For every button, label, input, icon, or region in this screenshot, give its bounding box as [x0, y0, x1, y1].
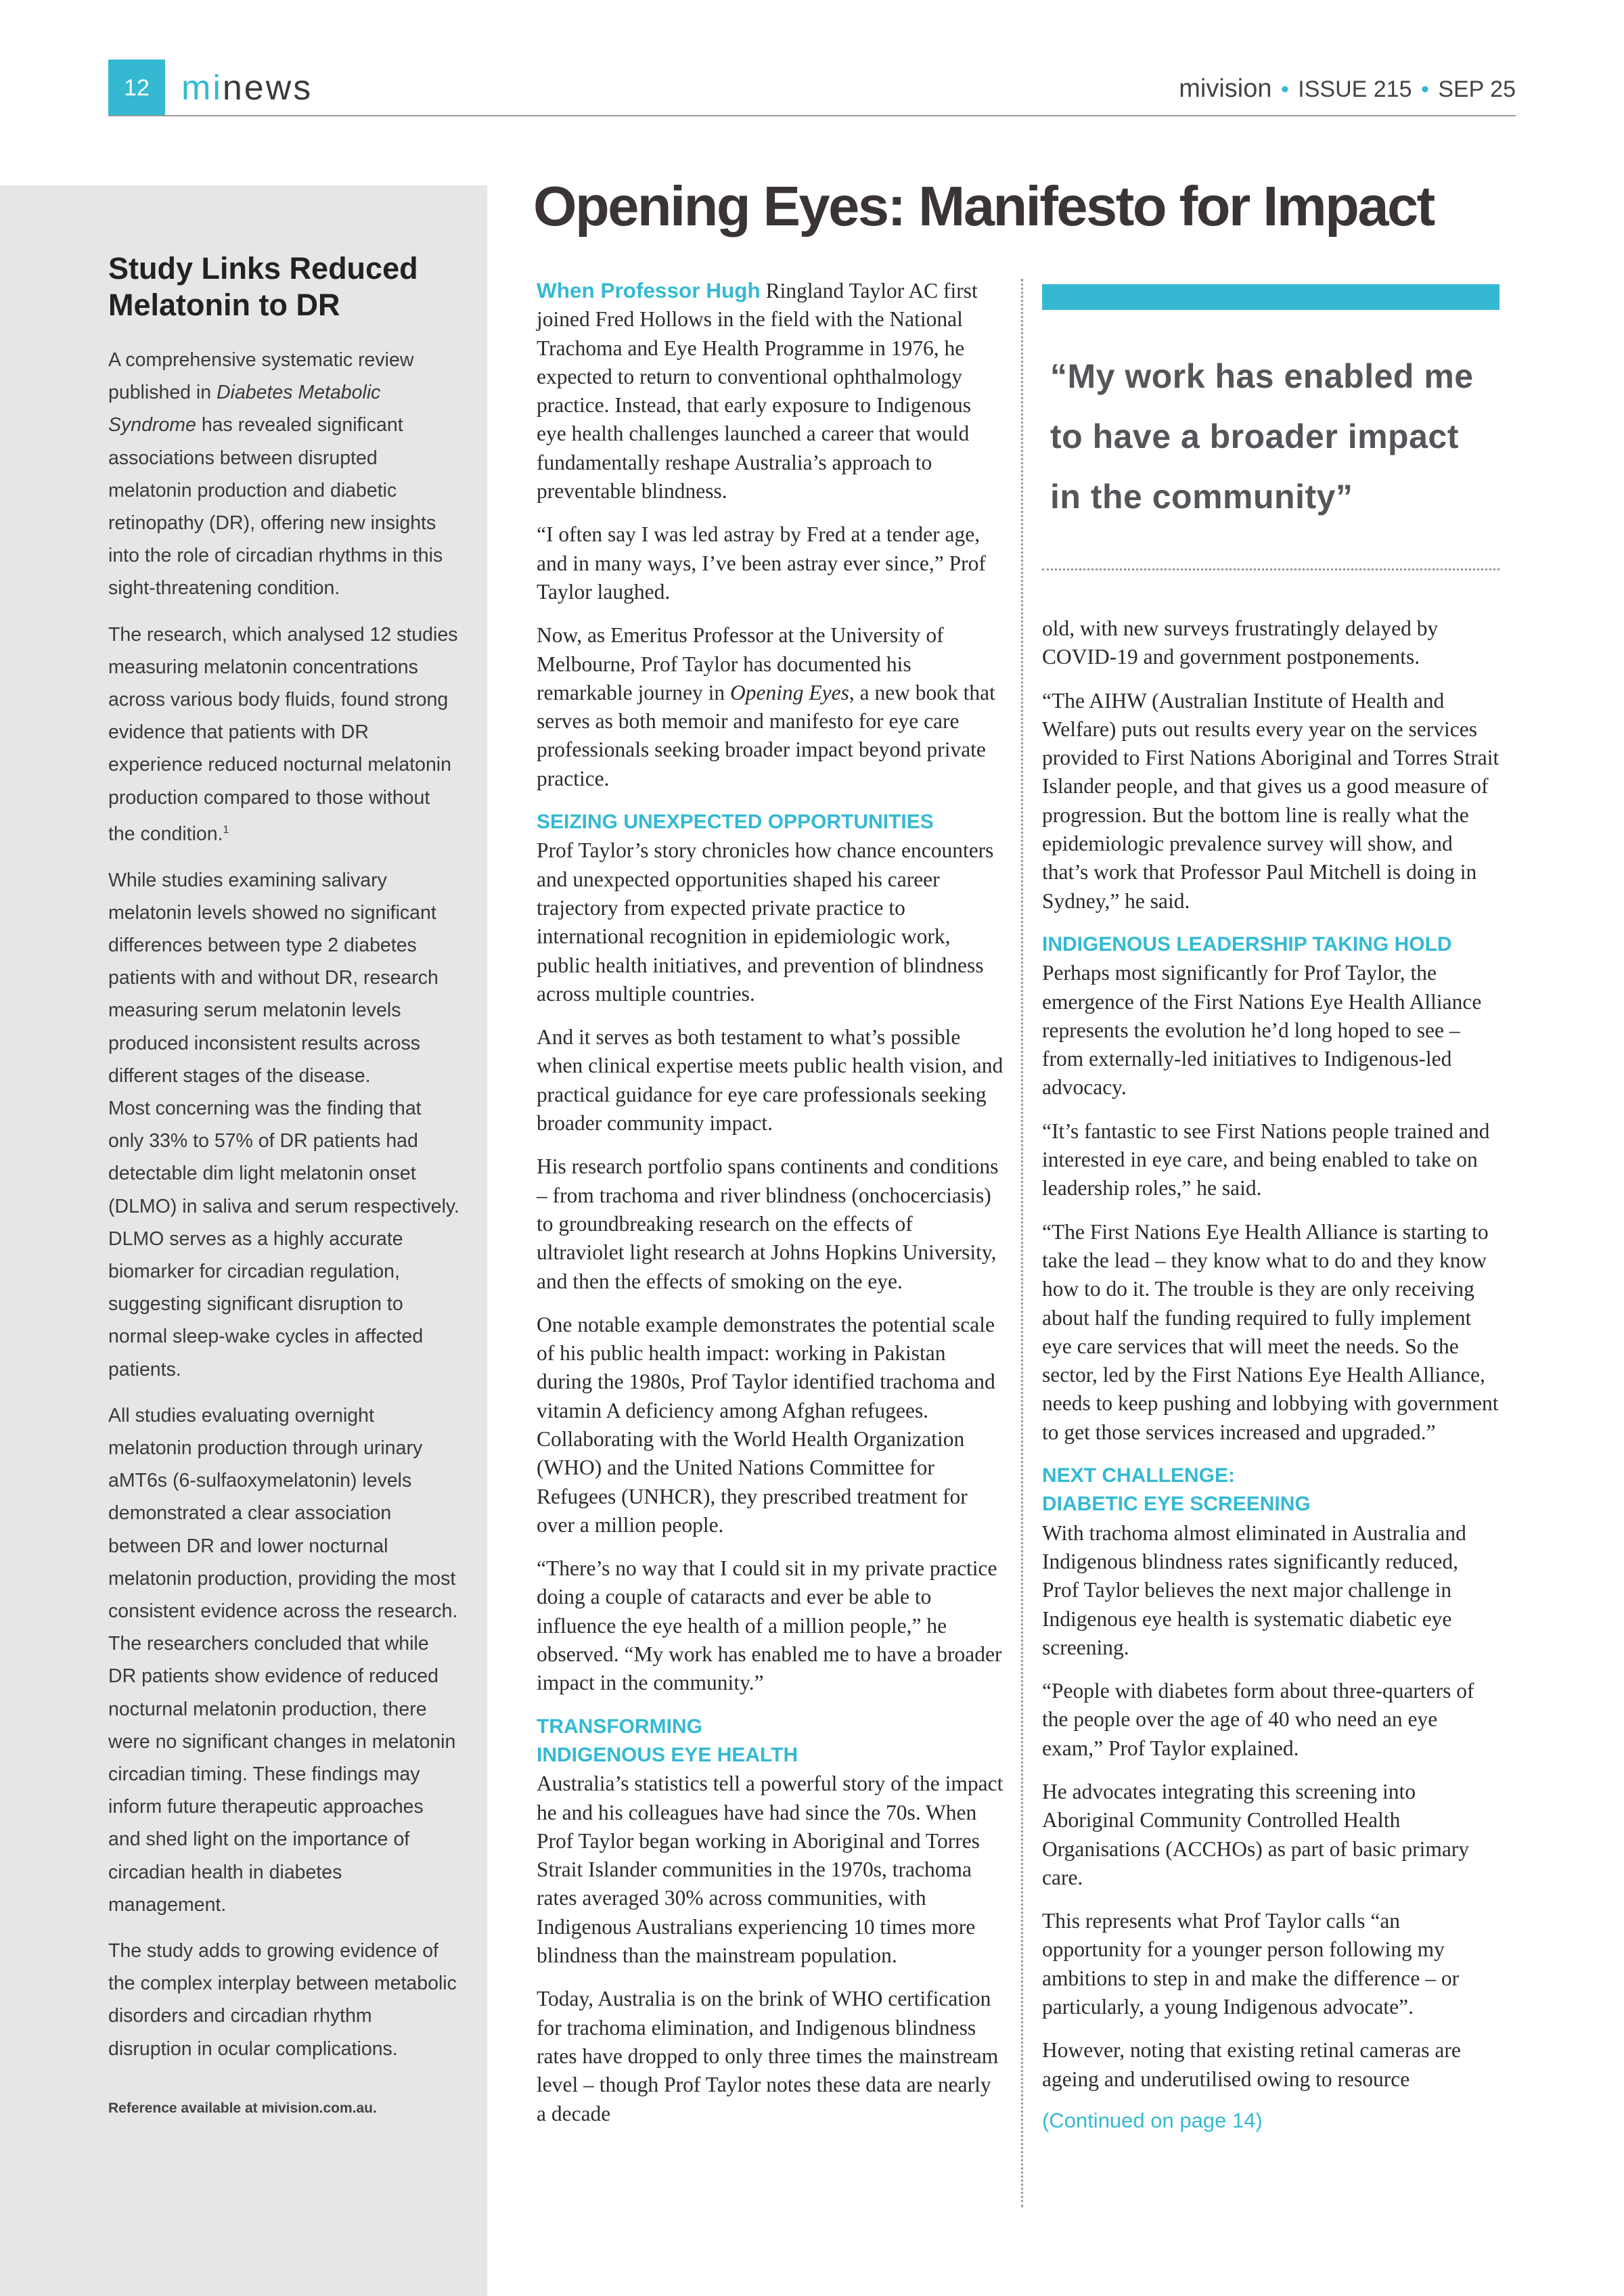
subheading-line: DIABETIC EYE SCREENING — [1042, 1493, 1311, 1516]
sidebar-content — [108, 250, 460, 2117]
article-text: Ringland Taylor AC first joined Fred Hollows in the field with the National Trachoma and Eye Health Programme in 1976, he expected to return to conventional ophthalmology practice. Instead, that early exposure to Indigenous eye health challenges launched a career that would fundamentally reshape Australia’s approach to preventable blindness. — [537, 279, 978, 503]
article-paragraph: “It’s fantastic to see First Nations people trained and interested in eye care, and being enabled to take on leadership roles,” he said. — [1042, 1119, 1490, 1200]
article-paragraph: Prof Taylor’s story chronicles how chance encounters and unexpected opportunities shaped his career trajectory from expected private practice to international recognition in epidemiologic work, public health initiatives, and prevention of blindness across multiple countries. — [537, 838, 994, 1006]
article-paragraph: “The First Nations Eye Health Alliance is starting to take the lead – they know what to do and they know how to do it. The trouble is they are only receiving about half the funding required to fully implement eye care services that will meet the needs. So the sector, led by the First Nations Eye Health Alliance, needs to keep pushing and lobbying with government to get those services increased and upgraded.” — [1042, 1219, 1499, 1444]
article-paragraph: old, with new surveys frustratingly delayed by COVID-19 and government postponements. — [1042, 616, 1439, 669]
article-paragraph: With trachoma almost eliminated in Australia and Indigenous blindness rates significantly reduced, Prof Taylor believes the next major challenge in Indigenous eye health is systematic diabetic eye screening. — [1042, 1521, 1466, 1659]
sidebar-paragraph — [108, 344, 460, 605]
book-title: Opening Eyes — [730, 680, 849, 704]
article-column-left — [537, 276, 1003, 2143]
sidebar-text: A comprehensive systematic review published in — [108, 349, 414, 404]
article-paragraph: “There’s no way that I could sit in my private practice doing a couple of cataracts and ever be able to influence the eye health of a million people,” he observed. “My work has enabled me to have a broader impact in the community.” — [537, 1556, 1002, 1695]
section-logo-prefix: mi — [181, 68, 223, 108]
subheading: INDIGENOUS LEADERSHIP TAKING HOLD — [1042, 932, 1452, 955]
article-paragraph: “I often say I was led astray by Fred at a tender age, and in many ways, I’ve been astray ever since,” Prof Taylor laughed. — [537, 522, 986, 604]
article-paragraph: “The AIHW (Australian Institute of Health and Welfare) puts out results every year on the services provided to First Nations Aboriginal and Torres Strait Islander people, and that gives us a good measure of progression. But the bottom line is really what the epidemiologic prevalence survey will show, and that’s work that Professor Paul Mitchell is doing in Sydney,” he said. — [1042, 688, 1499, 913]
article-paragraph: Perhaps most significantly for Prof Taylor, the emergence of the First Nations Eye Health Alliance represents the evolution he’d long hoped to see – from externally-led initiatives to Indigenous-led advocacy. — [1042, 961, 1482, 1100]
header-rule — [108, 115, 1516, 116]
article-paragraph — [537, 276, 1003, 505]
article-text: Now, as Emeritus Professor at the University of Melbourne, Prof Taylor has documented his remarkable journey in — [537, 623, 944, 704]
section-logo — [181, 62, 313, 114]
issue-info — [1179, 74, 1516, 104]
article-text: , a new book that serves as both memoir and manifesto for eye care professionals seeking broader impact beyond private practice. — [537, 680, 995, 790]
footnote-marker: 1 — [223, 824, 229, 836]
sidebar-paragraph: Most concerning was the finding that only 33% to 57% of DR patients had detectable dim light melatonin onset (DLMO) in saliva and serum respectively. DLMO serves as a highly accurate biomarker for circadian regulation, suggesting significant disruption to normal sleep-wake cycles in affected patients. — [108, 1097, 459, 1380]
magazine-brand: mivision — [1179, 74, 1272, 103]
article-column-right — [1042, 614, 1499, 2133]
separator-dot: • — [1280, 76, 1289, 102]
pull-quote — [1042, 284, 1499, 570]
article-paragraph: Australia’s statistics tell a powerful story of the impact he and his colleagues have had since the 70s. When Prof Taylor began working in Aboriginal and Torres Strait Islander communities in the 1970s, trachoma rates averaged 30% across communities, with Indigenous Australians experiencing 10 times more blindness than the mainstream population. — [537, 1772, 1003, 1968]
sidebar-paragraph: The study adds to growing evidence of the complex interplay between metabolic disorders and circadian rhythm disruption in ocular complications. — [108, 1940, 457, 2060]
sidebar-reference: Reference available at mivision.com.au. — [108, 2100, 377, 2116]
page-number: 12 — [108, 60, 165, 116]
issue-number: ISSUE 215 — [1298, 76, 1412, 102]
sidebar-title: Study Links Reduced Melatonin to DR — [108, 251, 418, 322]
pull-quote-bar — [1042, 284, 1499, 310]
continued-link[interactable]: (Continued on page 14) — [1042, 2108, 1263, 2132]
subheading: SEIZING UNEXPECTED OPPORTUNITIES — [537, 811, 934, 834]
subheading-line: NEXT CHALLENGE: — [1042, 1464, 1235, 1487]
article-paragraph: However, noting that existing retinal cameras are ageing and underutilised owing to resource — [1042, 2038, 1461, 2091]
subheading-line: TRANSFORMING — [537, 1715, 702, 1738]
sidebar-text: has revealed significant associations between disrupted melatonin production and diabetic retinopathy (DR), offering new insights into the role of circadian rhythms in this sight-threatening condition. — [108, 414, 443, 600]
issue-date: SEP 25 — [1438, 76, 1516, 102]
article-paragraph: One notable example demonstrates the potential scale of his public health impact: working in Pakistan during the 1980s, Prof Taylor identified trachoma and vitamin A deficiency among Afghan refugees. Collaborating with the World Health Organization (WHO) and the United Nations Committee for Refugees (UNHCR), they prescribed treatment for over a million people. — [537, 1312, 995, 1537]
article-paragraph: His research portfolio spans continents and conditions – from trachoma and river blindness (onchocerciasis) to groundbreaking research on the effects of ultraviolet light research at Johns Hopkins University, and then the effects of smoking on the eye. — [537, 1154, 999, 1293]
subheading — [537, 1713, 1003, 1770]
pull-quote-rule — [1042, 568, 1499, 570]
article-paragraph: This represents what Prof Taylor calls “an opportunity for a younger person following my ambitions to step in and make the difference – or particularly, a young Indigenous advocate”. — [1042, 1909, 1460, 2019]
article-paragraph: And it serves as both testament to what’s possible when clinical expertise meets public health vision, and practical guidance for eye care professionals seeking broader community impact. — [537, 1025, 1003, 1135]
sidebar-paragraph — [108, 618, 460, 851]
article-headline: Opening Eyes: Manifesto for Impact — [533, 175, 1434, 238]
sidebar-news-brief — [0, 185, 487, 2296]
pull-quote-text: “My work has enabled me to have a broader impact in the community” — [1050, 357, 1474, 516]
lead-in: When Professor Hugh — [537, 278, 761, 302]
section-logo-suffix: news — [222, 68, 313, 108]
sidebar-paragraph: All studies evaluating overnight melatonin production through urinary aMT6s (6-sulfaoxymelatonin) levels demonstrated a clear association between DR and lower nocturnal melatonin production, providing the most consistent evidence across the research. The researchers concluded that while DR patients show evidence of reduced nocturnal melatonin production, there were no significant changes in melatonin circadian timing. These findings may inform future therapeutic approaches and shed light on the importance of circadian health in diabetes management. — [108, 1404, 458, 1916]
subheading-line: INDIGENOUS EYE HEALTH — [537, 1743, 798, 1766]
subheading — [1042, 1462, 1499, 1519]
article-paragraph: Today, Australia is on the brink of WHO certification for trachoma elimination, and Indigenous blindness rates have dropped to only three times the mainstream level – though Prof Taylor notes these data are nearly a decade — [537, 1987, 999, 2125]
column-divider — [1021, 279, 1023, 2207]
article-paragraph: “People with diabetes form about three-quarters of the people over the age of 40 who need an eye exam,” Prof Taylor explained. — [1042, 1679, 1474, 1760]
journal-name: Diabetes Metabolic Syndrome — [108, 382, 381, 436]
sidebar-paragraph: While studies examining salivary melatonin levels showed no significant differences between type 2 diabetes patients with and without DR, research measuring serum melatonin levels produced inconsistent results across different stages of the disease. — [108, 869, 438, 1087]
article-paragraph — [537, 621, 1003, 793]
article-paragraph: He advocates integrating this screening into Aboriginal Community Controlled Health Organisations (ACCHOs) as part of basic primary care. — [1042, 1779, 1470, 1889]
sidebar-text: The research, which analysed 12 studies measuring melatonin concentrations across various body fluids, found strong evidence that patients with DR experience reduced nocturnal melatonin production compared to those without the condition. — [108, 623, 458, 845]
separator-dot: • — [1420, 76, 1429, 102]
